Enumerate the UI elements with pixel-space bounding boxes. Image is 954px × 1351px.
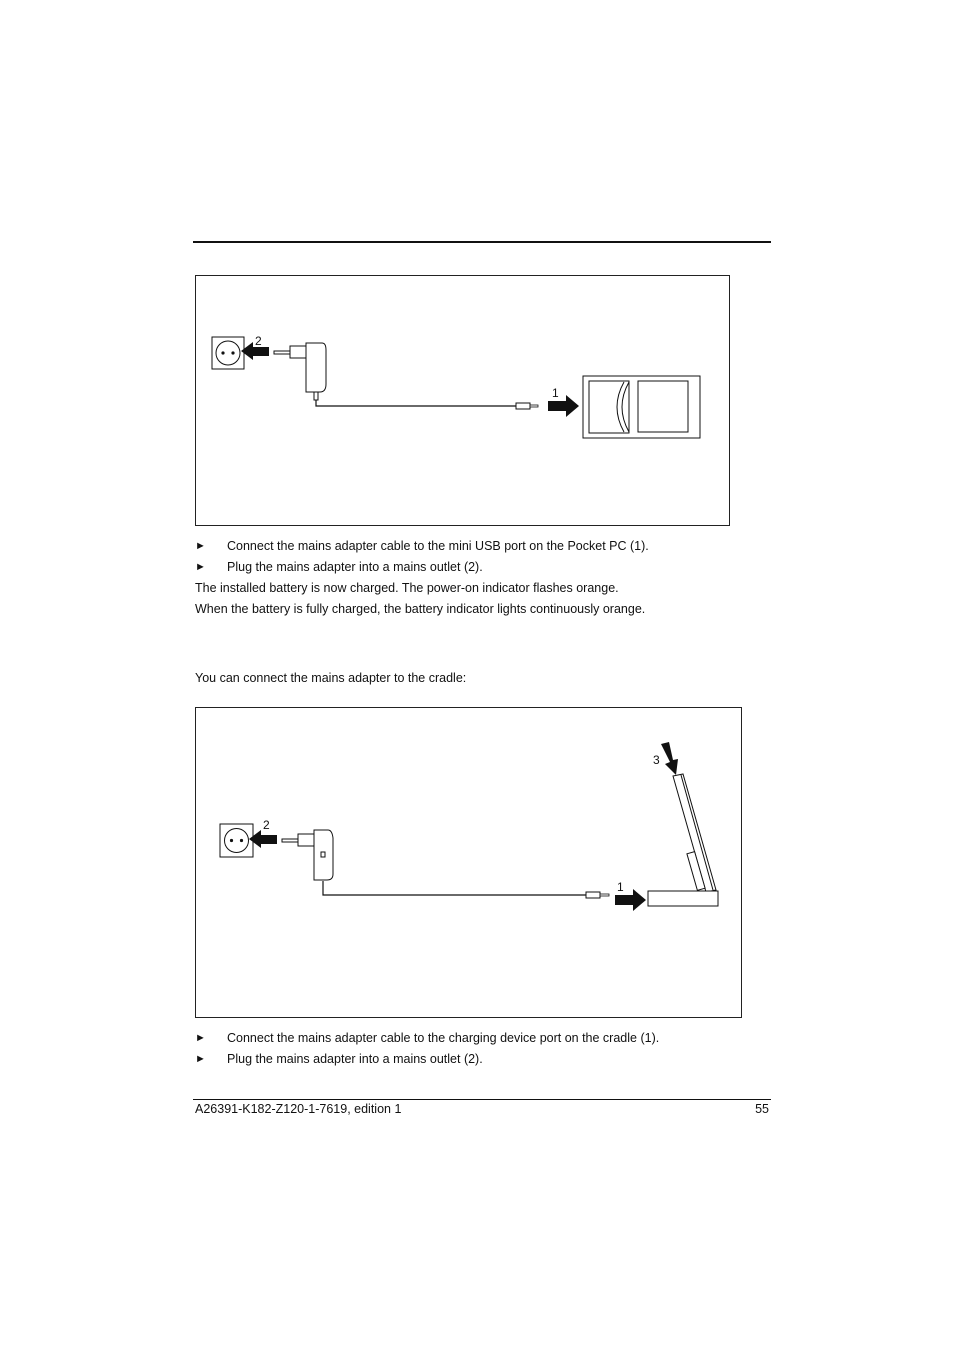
pocket-pc-icon: [583, 376, 700, 438]
figure-adapter-to-cradle-illustration: [196, 708, 743, 1019]
bullet-icon: ►: [195, 540, 206, 552]
arrow-3-icon: [661, 742, 678, 775]
figure-adapter-to-pocket-pc: [195, 275, 730, 526]
bullet-icon: ►: [195, 561, 206, 573]
step-text: Plug the mains adapter into a mains outlet (2).: [227, 560, 483, 574]
step-text: Connect the mains adapter cable to the charging device port on the cradle (1).: [227, 1031, 660, 1045]
mains-adapter-icon: [282, 830, 333, 880]
adapter-cable: [323, 881, 586, 895]
step-text: Connect the mains adapter cable to the mini USB port on the Pocket PC (1).: [227, 539, 649, 553]
figure-adapter-to-pocket-pc-illustration: [196, 276, 731, 527]
callout-2: 2: [263, 818, 270, 832]
adapter-cable: [316, 400, 516, 406]
header-rule: [193, 241, 771, 243]
footer-document-id: A26391-K182-Z120-1-7619, edition 1: [195, 1102, 402, 1116]
callout-3: 3: [653, 753, 660, 767]
bullet-icon: ►: [195, 1032, 206, 1044]
callout-1: 1: [617, 880, 624, 894]
figure-adapter-to-cradle: [195, 707, 742, 1018]
mains-adapter-icon: [274, 343, 326, 400]
cradle-plug-icon: [586, 892, 609, 898]
callout-2: 2: [255, 334, 262, 348]
paragraph-cradle-intro: You can connect the mains adapter to the cradle:: [195, 671, 467, 685]
paragraph-fully-charged: When the battery is fully charged, the battery indicator lights continuously orange.: [195, 602, 646, 616]
bullet-icon: ►: [195, 1053, 206, 1065]
pocket-pc-in-cradle-icon: [673, 774, 716, 892]
step-text: Plug the mains adapter into a mains outlet (2).: [227, 1052, 483, 1066]
footer-rule: [193, 1099, 771, 1100]
usb-plug-icon: [516, 403, 538, 409]
footer-page-number: 55: [755, 1102, 769, 1116]
paragraph-charging: The installed battery is now charged. The power-on indicator flashes orange.: [195, 581, 619, 595]
wall-socket-icon: [220, 824, 253, 857]
callout-1: 1: [552, 386, 559, 400]
wall-socket-icon: [212, 337, 244, 369]
cradle-icon: [648, 891, 718, 906]
